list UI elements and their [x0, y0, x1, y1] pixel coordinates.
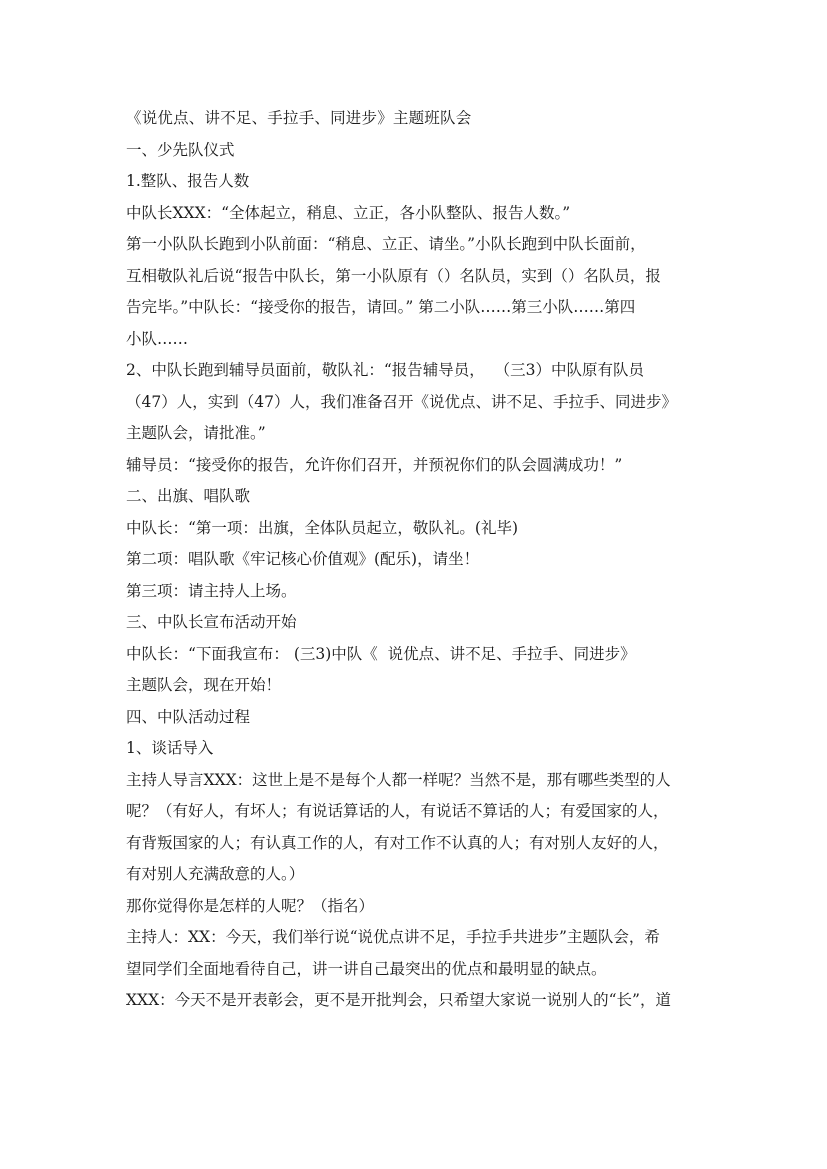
paragraph-line: 互相敬队礼后说“报告中队长，第一小队原有（）名队员，实到（）名队员，报: [126, 266, 661, 285]
paragraph-line: 那你觉得你是怎样的人呢？（指名）: [126, 896, 375, 915]
paragraph-line: 主题队会，请批准。”: [126, 424, 266, 442]
paragraph-line: 有对别人充满敌意的人。）: [126, 865, 305, 883]
section-heading: 二、出旗、唱队歌: [126, 487, 251, 505]
paragraph-line: 主持人：XX：今天，我们举行说“说优点讲不足，手拉手共进步”主题队会，希: [126, 928, 660, 946]
paragraph-line: 2、中队长跑到辅导员面前，敬队礼：“报告辅导员， （三3）中队原有队员: [126, 361, 645, 379]
paragraph-line: 告完毕。”中队长：“接受你的报告，请回。” 第二小队……第三小队……第四: [126, 298, 636, 316]
paragraph-line: 呢？（有好人，有坏人；有说话算话的人，有说话不算话的人；有爱国家的人，: [126, 802, 669, 820]
paragraph-line: 中队长：“第一项：出旗，全体队员起立，敬队礼。(礼毕): [126, 518, 519, 537]
paragraph-line: 主题队会，现在开始！: [126, 676, 282, 694]
document-title: 《说优点、讲不足、手拉手、同进步》主题班队会: [126, 109, 472, 127]
subsection-heading: 1.整队、报告人数: [126, 172, 250, 190]
paragraph-line: 中队长：“下面我宣布： (三3)中队《 说优点、讲不足、手拉手、同进步》: [126, 644, 636, 663]
section-heading: 四、中队活动过程: [126, 707, 251, 726]
paragraph-line: XXX：今天不是开表彰会，更不是开批判会，只希望大家说一说别人的“长”，道: [126, 991, 671, 1009]
subsection-heading: 1、谈话导入: [126, 739, 214, 757]
paragraph-line: 有背叛国家的人；有认真工作的人，有对工作不认真的人；有对别人友好的人，: [126, 833, 669, 852]
paragraph-line: 第三项：请主持人上场。: [126, 581, 297, 600]
section-heading: 三、中队长宣布活动开始: [126, 613, 297, 631]
paragraph-line: 主持人导言XXX：这世上是不是每个人都一样呢？当然不是，那有哪些类型的人: [126, 770, 671, 789]
paragraph-line: 望同学们全面地看待自己，讲一讲自己最突出的优点和最明显的缺点。: [126, 959, 607, 978]
paragraph-line: 第二项：唱队歌《牢记核心价值观》(配乐)，请坐！: [126, 550, 480, 568]
paragraph-line: 辅导员：“接受你的报告，允许你们召开，并预祝你们的队会圆满成功！”: [126, 455, 623, 474]
paragraph-line: 中队长XXX：“全体起立，稍息、立正，各小队整队、报告人数。”: [126, 203, 571, 222]
paragraph-line: 小队……: [126, 329, 189, 348]
paragraph-line: 第一小队队长跑到小队前面：“稍息、立正、请坐。”小队长跑到中队长面前，: [126, 235, 646, 253]
document-body: [126, 103, 712, 1017]
section-heading: 一、少先队仪式: [126, 140, 235, 159]
paragraph-line: （47）人，实到（47）人，我们准备召开《说优点、讲不足、手拉手、同进步》: [126, 392, 677, 411]
